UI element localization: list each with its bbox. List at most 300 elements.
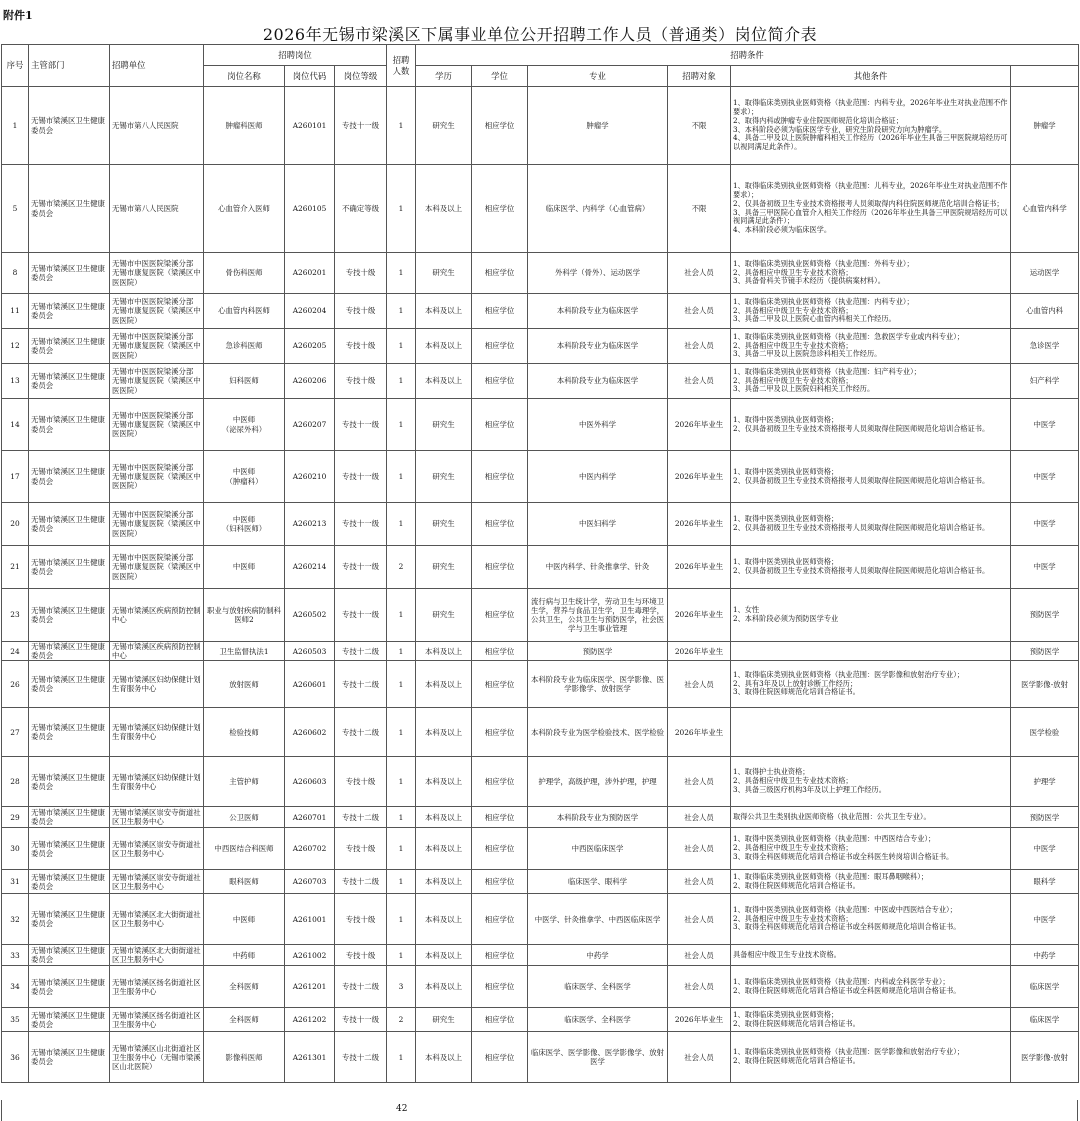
table-row xyxy=(2,503,1079,546)
row-degree: 相应学位 xyxy=(472,757,528,807)
row-target: 社会人员 xyxy=(668,294,731,329)
row-exam: 运动医学 xyxy=(1011,253,1079,294)
row-degree: 相应学位 xyxy=(472,945,528,966)
row-seq: 1 xyxy=(2,87,29,165)
row-count: 1 xyxy=(387,399,416,451)
row-edu: 本科及以上 xyxy=(416,828,472,870)
row-target: 社会人员 xyxy=(668,329,731,364)
row-exam: 心血管内科学 xyxy=(1011,165,1079,253)
row-major: 中医学、针灸推拿学、中西医临床医学 xyxy=(528,894,668,945)
row-seq: 5 xyxy=(2,165,29,253)
row-post-code: A260207 xyxy=(285,399,335,451)
row-post-code: A260205 xyxy=(285,329,335,364)
row-degree: 相应学位 xyxy=(472,503,528,546)
row-other: 1、取得中医类别执业医师资格； 2、仅具备初级卫生专业技术资格报考人员须取得住院医师规范化培训合格证书。 xyxy=(731,546,1011,589)
row-target: 社会人员 xyxy=(668,757,731,807)
row-post-name: 放射医师 xyxy=(204,661,285,708)
row-exam: 中药学 xyxy=(1011,945,1079,966)
row-other: 1、取得临床类别执业医师资格（执业范围：内科专业）； 2、具备相应中级卫生专业技术资格； 3、具备二甲及以上医院心血管内科相关工作经历。 xyxy=(731,294,1011,329)
row-other: 1、取得中医类别执业医师资格； 2、仅具备初级卫生专业技术资格报考人员须取得住院医师规范化培训合格证书。 xyxy=(731,503,1011,546)
table-body xyxy=(2,87,1079,1083)
table-row xyxy=(2,1008,1079,1032)
row-dept: 无锡市梁溪区卫生健康委员会 xyxy=(29,1008,110,1032)
row-count: 1 xyxy=(387,661,416,708)
table-row xyxy=(2,253,1079,294)
row-exam: 急诊医学 xyxy=(1011,329,1079,364)
row-seq: 21 xyxy=(2,546,29,589)
row-count: 1 xyxy=(387,757,416,807)
row-edu: 本科及以上 xyxy=(416,945,472,966)
row-seq: 36 xyxy=(2,1032,29,1083)
row-count: 1 xyxy=(387,945,416,966)
row-edu: 本科及以上 xyxy=(416,364,472,399)
row-exam: 预防医学 xyxy=(1011,642,1079,661)
col-group-conditions: 招聘条件 xyxy=(416,45,1079,66)
table-row xyxy=(2,708,1079,757)
row-degree: 相应学位 xyxy=(472,589,528,642)
row-post-level: 专技十级 xyxy=(335,329,387,364)
row-other: 1、取得临床类别执业医师资格（执业范围：儿科专业，2026年毕业生对执业范围不作要求）； 2、仅具备初级卫生专业技术资格报考人员须取得内科住院医师规范化培训合格证书； 3、具备三甲医院心血管介入相关工作经历（2026年毕业生具备三甲医院规培经历可以视同满足此条件）； 4、本科阶段必须为临床医学。 xyxy=(731,165,1011,253)
row-exam: 中医学 xyxy=(1011,828,1079,870)
row-count: 1 xyxy=(387,364,416,399)
row-post-level: 专技十级 xyxy=(335,828,387,870)
row-major: 本科阶段专业为预防医学 xyxy=(528,807,668,828)
row-major: 本科阶段专业为临床医学、医学影像、医学影像学、放射医学 xyxy=(528,661,668,708)
row-degree: 相应学位 xyxy=(472,451,528,503)
row-edu: 本科及以上 xyxy=(416,870,472,894)
row-post-name: 急诊科医师 xyxy=(204,329,285,364)
row-degree: 相应学位 xyxy=(472,966,528,1008)
row-post-name: 检验技师 xyxy=(204,708,285,757)
row-exam: 临床医学 xyxy=(1011,1008,1079,1032)
row-post-name: 骨伤科医师 xyxy=(204,253,285,294)
row-dept: 无锡市梁溪区卫生健康委员会 xyxy=(29,503,110,546)
col-seq: 序号 xyxy=(2,45,29,87)
row-post-level: 专技十级 xyxy=(335,253,387,294)
row-post-name: 中医师 xyxy=(204,894,285,945)
row-target: 2026年毕业生 xyxy=(668,642,731,661)
row-degree: 相应学位 xyxy=(472,364,528,399)
row-exam: 心血管内科 xyxy=(1011,294,1079,329)
row-dept: 无锡市梁溪区卫生健康委员会 xyxy=(29,399,110,451)
row-post-code: A260701 xyxy=(285,807,335,828)
row-post-name: 中西医结合科医师 xyxy=(204,828,285,870)
row-dept: 无锡市梁溪区卫生健康委员会 xyxy=(29,966,110,1008)
row-seq: 26 xyxy=(2,661,29,708)
row-unit: 无锡市第八人民医院 xyxy=(110,165,204,253)
row-edu: 本科及以上 xyxy=(416,661,472,708)
row-target: 2026年毕业生 xyxy=(668,399,731,451)
row-seq: 24 xyxy=(2,642,29,661)
row-unit: 无锡市中医医院梁溪分部 无锡市康复医院（梁溪区中医医院） xyxy=(110,253,204,294)
row-dept: 无锡市梁溪区卫生健康委员会 xyxy=(29,757,110,807)
row-unit: 无锡市中医医院梁溪分部 无锡市康复医院（梁溪区中医医院） xyxy=(110,503,204,546)
row-degree: 相应学位 xyxy=(472,870,528,894)
row-count: 1 xyxy=(387,894,416,945)
row-other: 1、取得临床类别执业医师资格（执业范围：妇产科专业）； 2、具备相应中级卫生专业技术资格； 3、具备二甲及以上医院妇科相关工作经历。 xyxy=(731,364,1011,399)
row-edu: 本科及以上 xyxy=(416,966,472,1008)
row-unit: 无锡市梁溪区崇安寺街道社区卫生服务中心 xyxy=(110,828,204,870)
row-edu: 研究生 xyxy=(416,589,472,642)
row-degree: 相应学位 xyxy=(472,708,528,757)
row-major: 肿瘤学 xyxy=(528,87,668,165)
col-target: 招聘对象 xyxy=(668,66,731,87)
recruitment-table xyxy=(1,44,1079,1083)
table-row xyxy=(2,589,1079,642)
row-degree: 相应学位 xyxy=(472,294,528,329)
row-dept: 无锡市梁溪区卫生健康委员会 xyxy=(29,807,110,828)
row-exam: 临床医学 xyxy=(1011,966,1079,1008)
row-post-code: A260214 xyxy=(285,546,335,589)
row-dept: 无锡市梁溪区卫生健康委员会 xyxy=(29,870,110,894)
row-unit: 无锡市中医医院梁溪分部 无锡市康复医院（梁溪区中医医院） xyxy=(110,294,204,329)
row-target: 2026年毕业生 xyxy=(668,546,731,589)
page-number: 42 xyxy=(396,1104,408,1114)
row-post-code: A261301 xyxy=(285,1032,335,1083)
row-count: 1 xyxy=(387,807,416,828)
row-other: 1、取得中医类别执业医师资格（执业范围：中医或中西医结合专业）； 2、具备相应中级卫生专业技术资格； 3、取得全科医师规范化培训合格证书或全科医师规范化培训合格证书。 xyxy=(731,894,1011,945)
row-post-level: 专技十二级 xyxy=(335,966,387,1008)
row-target: 社会人员 xyxy=(668,807,731,828)
row-post-level: 专技十一级 xyxy=(335,546,387,589)
row-post-level: 专技十一级 xyxy=(335,399,387,451)
row-post-level: 专技十二级 xyxy=(335,870,387,894)
row-exam: 医学影像-放射 xyxy=(1011,1032,1079,1083)
row-exam: 预防医学 xyxy=(1011,589,1079,642)
row-post-code: A260105 xyxy=(285,165,335,253)
row-edu: 研究生 xyxy=(416,546,472,589)
row-post-level: 专技十级 xyxy=(335,894,387,945)
row-post-level: 专技十级 xyxy=(335,364,387,399)
row-major: 本科阶段专业为临床医学 xyxy=(528,294,668,329)
row-post-code: A260601 xyxy=(285,661,335,708)
row-seq: 13 xyxy=(2,364,29,399)
row-dept: 无锡市梁溪区卫生健康委员会 xyxy=(29,661,110,708)
row-exam: 医学影像-放射 xyxy=(1011,661,1079,708)
row-edu: 本科及以上 xyxy=(416,294,472,329)
row-edu: 本科及以上 xyxy=(416,807,472,828)
row-target: 2026年毕业生 xyxy=(668,503,731,546)
row-exam: 中医学 xyxy=(1011,503,1079,546)
row-post-name: 中医师 （妇科医师） xyxy=(204,503,285,546)
table-row xyxy=(2,642,1079,661)
row-count: 1 xyxy=(387,87,416,165)
table-row xyxy=(2,451,1079,503)
row-count: 2 xyxy=(387,546,416,589)
row-post-code: A260210 xyxy=(285,451,335,503)
row-edu: 本科及以上 xyxy=(416,1032,472,1083)
row-post-name: 中药师 xyxy=(204,945,285,966)
col-post-code: 岗位代码 xyxy=(285,66,335,87)
row-degree: 相应学位 xyxy=(472,828,528,870)
row-other: 1、取得临床类别执业医师资格（执业范围：内科专业，2026年毕业生对执业范围不作要求）； 2、取得内科或肿瘤专业住院医师规范化培训合格证； 3、本科阶段必须为临床医学专业，研究生阶段研究方向为肿瘤学。 4、具备二甲及以上医院肿瘤科相关工作经历（2026年毕业生具备三甲医院规培经历可以视同满足此条件）。 xyxy=(731,87,1011,165)
row-seq: 20 xyxy=(2,503,29,546)
row-unit: 无锡市梁溪区北大街街道社区卫生服务中心 xyxy=(110,894,204,945)
row-seq: 29 xyxy=(2,807,29,828)
row-post-level: 专技十一级 xyxy=(335,503,387,546)
row-target: 社会人员 xyxy=(668,253,731,294)
row-count: 1 xyxy=(387,708,416,757)
row-post-code: A260206 xyxy=(285,364,335,399)
row-other: 1、取得临床类别执业医师资格（执业范围：外科专业）； 2、具备相应中级卫生专业技术资格； 3、具备骨科关节镜手术经历（提供病案材料）。 xyxy=(731,253,1011,294)
row-degree: 相应学位 xyxy=(472,329,528,364)
row-post-code: A261002 xyxy=(285,945,335,966)
row-unit: 无锡市中医医院梁溪分部 无锡市康复医院（梁溪区中医医院） xyxy=(110,451,204,503)
row-dept: 无锡市梁溪区卫生健康委员会 xyxy=(29,589,110,642)
table-row xyxy=(2,661,1079,708)
row-exam: 医学检验 xyxy=(1011,708,1079,757)
row-unit: 无锡市梁溪区妇幼保健计划生育服务中心 xyxy=(110,661,204,708)
row-exam: 中医学 xyxy=(1011,546,1079,589)
row-dept: 无锡市梁溪区卫生健康委员会 xyxy=(29,329,110,364)
row-post-code: A260201 xyxy=(285,253,335,294)
row-major: 本科阶段专业为临床医学 xyxy=(528,364,668,399)
table-row xyxy=(2,945,1079,966)
row-post-level: 专技十二级 xyxy=(335,642,387,661)
table-row xyxy=(2,165,1079,253)
row-dept: 无锡市梁溪区卫生健康委员会 xyxy=(29,451,110,503)
col-count: 招聘 人数 xyxy=(387,45,416,87)
row-degree: 相应学位 xyxy=(472,253,528,294)
row-post-level: 专技十一级 xyxy=(335,589,387,642)
row-major: 临床医学、眼科学 xyxy=(528,870,668,894)
row-seq: 31 xyxy=(2,870,29,894)
row-post-name: 中医师 xyxy=(204,546,285,589)
row-seq: 35 xyxy=(2,1008,29,1032)
row-post-code: A260204 xyxy=(285,294,335,329)
row-major: 临床医学、内科学（心血管病） xyxy=(528,165,668,253)
row-major: 中医妇科学 xyxy=(528,503,668,546)
row-dept: 无锡市梁溪区卫生健康委员会 xyxy=(29,87,110,165)
row-major: 预防医学 xyxy=(528,642,668,661)
row-count: 1 xyxy=(387,165,416,253)
row-post-code: A261201 xyxy=(285,966,335,1008)
table-row xyxy=(2,828,1079,870)
row-post-level: 不确定等级 xyxy=(335,165,387,253)
row-post-name: 职业与放射疾病防制科医师2 xyxy=(204,589,285,642)
row-post-code: A260101 xyxy=(285,87,335,165)
row-other: 1、取得中医类别执业医师资格； 2、仅具备初级卫生专业技术资格报考人员须取得住院医师规范化培训合格证书。 xyxy=(731,399,1011,451)
row-count: 1 xyxy=(387,870,416,894)
page-title: 2026年无锡市梁溪区下属事业单位公开招聘工作人员（普通类）岗位简介表 xyxy=(262,25,818,44)
row-unit: 无锡市梁溪区扬名街道社区卫生服务中心 xyxy=(110,966,204,1008)
row-post-name: 卫生监督执法1 xyxy=(204,642,285,661)
row-exam: 护理学 xyxy=(1011,757,1079,807)
row-edu: 本科及以上 xyxy=(416,757,472,807)
row-post-level: 专技十一级 xyxy=(335,451,387,503)
row-count: 3 xyxy=(387,966,416,1008)
row-degree: 相应学位 xyxy=(472,1008,528,1032)
row-edu: 本科及以上 xyxy=(416,329,472,364)
row-edu: 本科及以上 xyxy=(416,165,472,253)
row-count: 1 xyxy=(387,828,416,870)
row-unit: 无锡市梁溪区疾病预防控制中心 xyxy=(110,642,204,661)
row-seq: 27 xyxy=(2,708,29,757)
row-post-level: 专技十级 xyxy=(335,757,387,807)
row-other: 1、取得临床类别执业医师资格（执业范围：眼耳鼻咽喉科）； 2、取得住院医师规范化培训合格证书。 xyxy=(731,870,1011,894)
row-degree: 相应学位 xyxy=(472,642,528,661)
row-dept: 无锡市梁溪区卫生健康委员会 xyxy=(29,894,110,945)
col-other: 其他条件 xyxy=(731,66,1011,87)
row-seq: 12 xyxy=(2,329,29,364)
attachment-label: 附件1 xyxy=(3,9,33,22)
row-exam: 肿瘤学 xyxy=(1011,87,1079,165)
row-exam: 眼科学 xyxy=(1011,870,1079,894)
row-other xyxy=(731,708,1011,757)
row-unit: 无锡市梁溪区山北街道社区卫生服务中心（无锡市梁溪区山北医院） xyxy=(110,1032,204,1083)
row-target: 社会人员 xyxy=(668,1032,731,1083)
row-seq: 32 xyxy=(2,894,29,945)
row-edu: 研究生 xyxy=(416,399,472,451)
row-degree: 相应学位 xyxy=(472,807,528,828)
row-major: 临床医学、全科医学 xyxy=(528,1008,668,1032)
row-unit: 无锡市梁溪区崇安寺街道社区卫生服务中心 xyxy=(110,807,204,828)
row-count: 2 xyxy=(387,1008,416,1032)
row-edu: 研究生 xyxy=(416,1008,472,1032)
row-unit: 无锡市梁溪区崇安寺街道社区卫生服务中心 xyxy=(110,870,204,894)
row-dept: 无锡市梁溪区卫生健康委员会 xyxy=(29,294,110,329)
row-count: 1 xyxy=(387,589,416,642)
row-dept: 无锡市梁溪区卫生健康委员会 xyxy=(29,1032,110,1083)
col-group-post: 招聘岗位 xyxy=(204,45,387,66)
table-row xyxy=(2,807,1079,828)
row-exam: 妇产科学 xyxy=(1011,364,1079,399)
col-post-name: 岗位名称 xyxy=(204,66,285,87)
row-count: 1 xyxy=(387,503,416,546)
col-post-level: 岗位等级 xyxy=(335,66,387,87)
row-degree: 相应学位 xyxy=(472,1032,528,1083)
row-post-name: 心血管介入医师 xyxy=(204,165,285,253)
col-unit: 招聘单位 xyxy=(110,45,204,87)
row-degree: 相应学位 xyxy=(472,894,528,945)
row-exam: 预防医学 xyxy=(1011,807,1079,828)
row-post-name: 影像科医师 xyxy=(204,1032,285,1083)
row-post-code: A260703 xyxy=(285,870,335,894)
row-dept: 无锡市梁溪区卫生健康委员会 xyxy=(29,945,110,966)
row-major: 流行病与卫生统计学，劳动卫生与环境卫生学，营养与食品卫生学，卫生毒理学，公共卫生，公共卫生与预防医学，社会医学与卫生事业管理 xyxy=(528,589,668,642)
row-count: 1 xyxy=(387,1032,416,1083)
row-count: 1 xyxy=(387,642,416,661)
row-other: 1、取得中医类别执业医师资格（执业范围：中西医结合专业）； 2、具备相应中级卫生专业技术资格； 3、取得全科医师规范化培训合格证书或全科医生转岗培训合格证书。 xyxy=(731,828,1011,870)
table-row xyxy=(2,364,1079,399)
row-other: 1、女性 2、本科阶段必须为预防医学专业 xyxy=(731,589,1011,642)
row-major: 护理学，高级护理，涉外护理，护理 xyxy=(528,757,668,807)
row-post-name: 中医师 （泌尿外科） xyxy=(204,399,285,451)
row-other: 具备相应中级卫生专业技术资格。 xyxy=(731,945,1011,966)
row-seq: 11 xyxy=(2,294,29,329)
table-row xyxy=(2,294,1079,329)
row-post-code: A261202 xyxy=(285,1008,335,1032)
row-unit: 无锡市中医医院梁溪分部 无锡市康复医院（梁溪区中医医院） xyxy=(110,364,204,399)
row-post-code: A260702 xyxy=(285,828,335,870)
col-dept: 主管部门 xyxy=(29,45,110,87)
row-major: 外科学（骨外）、运动医学 xyxy=(528,253,668,294)
row-unit: 无锡市中医医院梁溪分部 无锡市康复医院（梁溪区中医医院） xyxy=(110,546,204,589)
row-degree: 相应学位 xyxy=(472,546,528,589)
row-count: 1 xyxy=(387,294,416,329)
row-edu: 研究生 xyxy=(416,451,472,503)
table-row xyxy=(2,757,1079,807)
row-post-level: 专技十二级 xyxy=(335,708,387,757)
row-exam: 中医学 xyxy=(1011,894,1079,945)
table-row xyxy=(2,870,1079,894)
row-target: 不限 xyxy=(668,165,731,253)
row-post-level: 专技十级 xyxy=(335,294,387,329)
row-dept: 无锡市梁溪区卫生健康委员会 xyxy=(29,642,110,661)
row-target: 2026年毕业生 xyxy=(668,708,731,757)
row-post-code: A260213 xyxy=(285,503,335,546)
row-post-level: 专技十级 xyxy=(335,945,387,966)
table-row xyxy=(2,546,1079,589)
row-post-level: 专技十二级 xyxy=(335,661,387,708)
row-unit: 无锡市梁溪区妇幼保健计划生育服务中心 xyxy=(110,757,204,807)
row-dept: 无锡市梁溪区卫生健康委员会 xyxy=(29,546,110,589)
row-target: 2026年毕业生 xyxy=(668,1008,731,1032)
row-count: 1 xyxy=(387,253,416,294)
row-post-name: 妇科医师 xyxy=(204,364,285,399)
row-edu: 研究生 xyxy=(416,503,472,546)
row-unit: 无锡市梁溪区扬名街道社区卫生服务中心 xyxy=(110,1008,204,1032)
row-edu: 本科及以上 xyxy=(416,642,472,661)
row-post-name: 公卫医师 xyxy=(204,807,285,828)
row-seq: 8 xyxy=(2,253,29,294)
row-major: 本科阶段专业为临床医学 xyxy=(528,329,668,364)
row-target: 不限 xyxy=(668,87,731,165)
row-exam: 中医学 xyxy=(1011,399,1079,451)
row-post-name: 主管护师 xyxy=(204,757,285,807)
row-other: 1、取得临床类别执业医师资格（执业范围：医学影像和放射治疗专业）； 2、具有3年及以上放射诊断工作经历； 3、取得住院医师规范化培训合格证书。 xyxy=(731,661,1011,708)
row-dept: 无锡市梁溪区卫生健康委员会 xyxy=(29,828,110,870)
row-degree: 相应学位 xyxy=(472,661,528,708)
row-degree: 相应学位 xyxy=(472,87,528,165)
row-other: 1、取得临床类别执业医师资格； 2、取得住院医师规范化培训合格证书。 xyxy=(731,1008,1011,1032)
row-degree: 相应学位 xyxy=(472,165,528,253)
row-degree: 相应学位 xyxy=(472,399,528,451)
row-unit: 无锡市第八人民医院 xyxy=(110,87,204,165)
row-edu: 本科及以上 xyxy=(416,894,472,945)
row-target: 社会人员 xyxy=(668,894,731,945)
row-target: 社会人员 xyxy=(668,364,731,399)
row-count: 1 xyxy=(387,451,416,503)
table-row xyxy=(2,894,1079,945)
row-other: 取得公共卫生类别执业医师资格（执业范围：公共卫生专业）。 xyxy=(731,807,1011,828)
row-seq: 28 xyxy=(2,757,29,807)
row-edu: 研究生 xyxy=(416,87,472,165)
col-degree: 学位 xyxy=(472,66,528,87)
row-unit: 无锡市梁溪区疾病预防控制中心 xyxy=(110,589,204,642)
row-target: 社会人员 xyxy=(668,870,731,894)
col-major: 专业 xyxy=(528,66,668,87)
row-exam: 中医学 xyxy=(1011,451,1079,503)
row-major: 中医外科学 xyxy=(528,399,668,451)
row-post-name: 全科医师 xyxy=(204,966,285,1008)
table-row xyxy=(2,87,1079,165)
table-footer-border xyxy=(1,1100,1078,1121)
row-other: 1、取得护士执业资格； 2、具备相应中级卫生专业技术资格； 3、具备三级医疗机构3年及以上护理工作经历。 xyxy=(731,757,1011,807)
row-major: 临床医学、医学影像、医学影像学、放射医学 xyxy=(528,1032,668,1083)
row-count: 1 xyxy=(387,329,416,364)
row-major: 临床医学、全科医学 xyxy=(528,966,668,1008)
row-major: 中医内科学、针灸推拿学、针灸 xyxy=(528,546,668,589)
row-major: 本科阶段专业为医学检验技术、医学检验 xyxy=(528,708,668,757)
row-dept: 无锡市梁溪区卫生健康委员会 xyxy=(29,364,110,399)
row-post-code: A260502 xyxy=(285,589,335,642)
row-other xyxy=(731,642,1011,661)
table-row xyxy=(2,399,1079,451)
row-seq: 14 xyxy=(2,399,29,451)
row-edu: 研究生 xyxy=(416,253,472,294)
row-post-level: 专技十一级 xyxy=(335,1008,387,1032)
